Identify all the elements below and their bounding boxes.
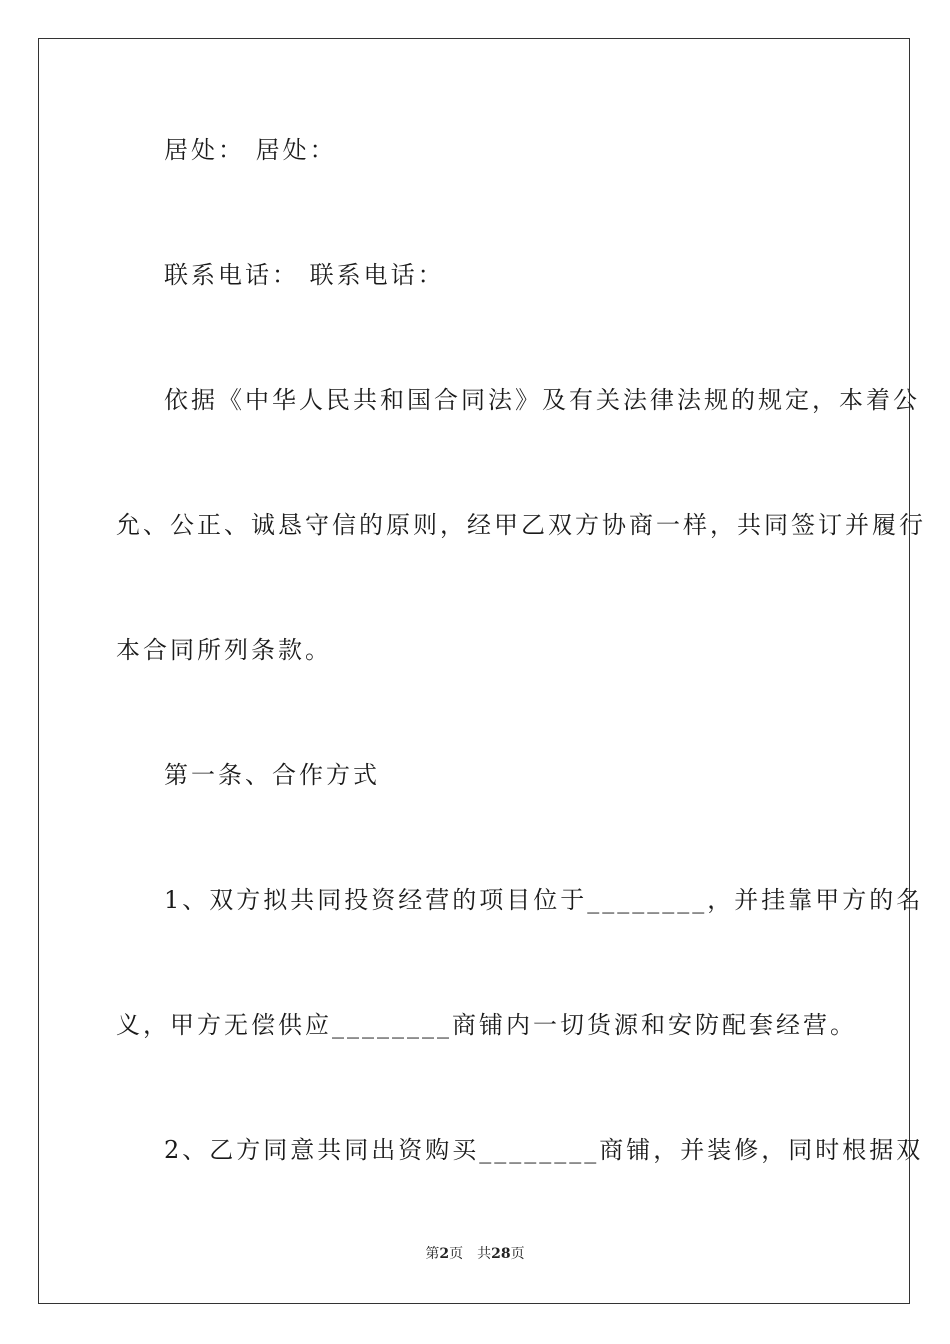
footer-page-prefix: 第 xyxy=(425,1246,440,1262)
footer-page-number: 2 xyxy=(439,1246,450,1262)
phone-line: 联系电话： 联系电话： xyxy=(164,261,445,289)
clause-line: 义，甲方无偿供应________商铺内一切货源和安防配套经营。 xyxy=(116,1011,857,1039)
paragraph-line: 允、公正、诚恳守信的原则，经甲乙双方协商一样，共同签订并履行 xyxy=(116,511,926,539)
page-footer xyxy=(0,1245,950,1263)
paragraph-line: 依据《中华人民共和国合同法》及有关法律法规的规定，本着公 xyxy=(164,386,920,414)
footer-total-prefix: 共 xyxy=(477,1246,492,1262)
paragraph-line: 本合同所列条款。 xyxy=(116,636,332,664)
footer-total-pages: 28 xyxy=(491,1246,511,1262)
footer-total-suffix: 页 xyxy=(510,1246,525,1262)
clause-line: 1、双方拟共同投资经营的项目位于________，并挂靠甲方的名 xyxy=(164,886,924,914)
clause-line: 2、乙方同意共同出资购买________商铺，并装修，同时根据双 xyxy=(164,1136,924,1164)
page-border xyxy=(38,38,926,1304)
footer-page-suffix: 页 xyxy=(449,1246,464,1262)
residence-line: 居处： 居处： xyxy=(164,136,337,164)
section-heading: 第一条、合作方式 xyxy=(164,761,380,789)
